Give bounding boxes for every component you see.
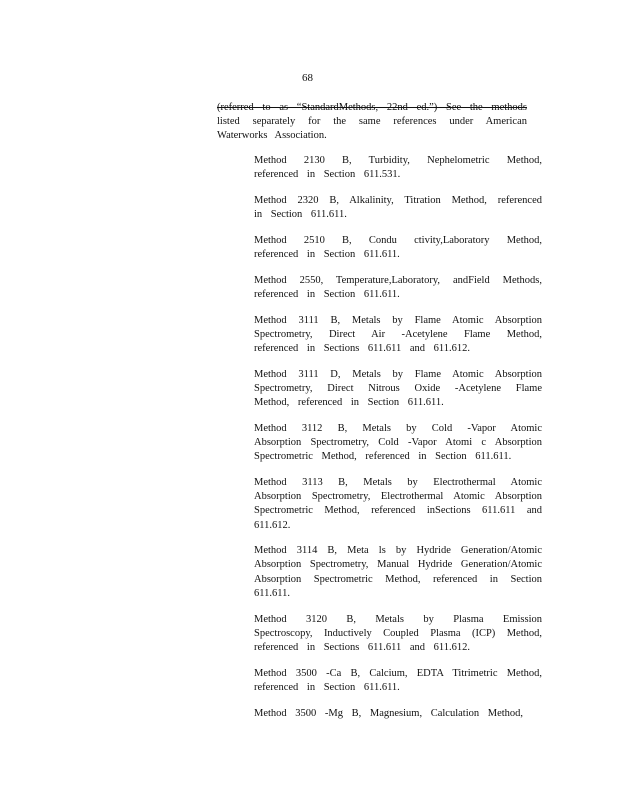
method-entry: Method 3111 D, Metals by Flame Atomic Absorption Spectrometry, Direct Nitrous Oxide -Acetylene Flame Method, referenced in Section 611.611.	[254, 368, 542, 409]
method-entry: Method 3112 B, Metals by Cold -Vapor Atomic Absorption Spectrometry, Cold -Vapor Atomi c Absorption Spectrometric Method, referenced in Section 611.611.	[254, 422, 542, 463]
method-entry: Method 2550, Temperature,Laboratory, andField Methods, referenced in Section 611.611.	[254, 274, 542, 300]
intro-paragraph	[217, 101, 527, 143]
method-entry: Method 3111 B, Metals by Flame Atomic Absorption Spectrometry, Direct Air -Acetylene Flame Method, referenced in Sections 611.611 and 611.612.	[254, 314, 542, 355]
struck-text: (referred to as “StandardMethods, 22nd ed.”) See the methods	[217, 102, 527, 113]
method-entry: Method 2510 B, Condu ctivity,Laboratory Method, referenced in Section 611.611.	[254, 234, 542, 261]
method-entry: Method 3113 B, Metals by Electrothermal Atomic Absorption Spectrometry, Electrothermal Atomic Absorption Spectrometric Method, referenced inSections 611.611 and 611.612.	[254, 476, 542, 531]
method-list	[254, 154, 542, 732]
method-entry: Method 2320 B, Alkalinity, Titration Method, referenced in Section 611.611.	[254, 194, 542, 221]
method-entry: Method 2130 B, Turbidity, Nephelometric Method, referenced in Section 611.531.	[254, 155, 542, 181]
intro-text: listed separately for the same references under American Waterworks Association.	[217, 116, 527, 141]
page-number: 68	[302, 72, 313, 84]
method-entry: Method 3500 -Ca B, Calcium, EDTA Titrimetric Method, referenced in Section 611.611.	[254, 667, 542, 693]
method-entry: Method 3114 B, Meta ls by Hydride Generation/Atomic Absorption Spectrometry, Manual Hydride Generation/Atomic Absorption Spectrometric Method, referenced in Section 611.611.	[254, 545, 542, 599]
method-entry: Method 3120 B, Metals by Plasma Emission Spectroscopy, Inductively Coupled Plasma (ICP) Method, referenced in Sections 611.611 and 611.612.	[254, 613, 542, 653]
method-entry: Method 3500 -Mg B, Magnesium, Calculation Method,	[254, 707, 524, 719]
